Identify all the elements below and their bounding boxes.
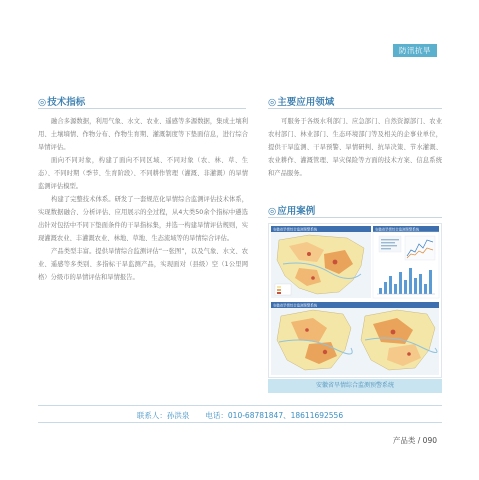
- page-number: 产品类 / 090: [392, 436, 437, 445]
- circle-bullet-icon: ◎: [268, 97, 277, 108]
- panel-bottom-title: 安徽省旱情综合监测预警系统: [273, 303, 318, 308]
- tech-title: 技术指标: [47, 97, 86, 108]
- tech-title-rule: [38, 108, 246, 109]
- apps-body: [268, 115, 442, 180]
- contact-line: [38, 410, 442, 421]
- case-screenshot: [268, 223, 442, 378]
- case-caption: 安徽省旱情综合监测预警系统: [268, 379, 442, 393]
- case-title-rule: [268, 217, 442, 218]
- case-screenshot-graphic: [269, 224, 441, 377]
- contact-person: 联系人：孙洪泉: [136, 411, 190, 420]
- tech-paragraph: 面向不同对象，构建了面向不同区域、不同对象（农、林、草、生态）、不同时期（季节、生育阶段）、不同耕作管理（灌溉、非灌溉）的旱情监测评估模型。: [38, 157, 248, 190]
- panel-top-right: [373, 226, 439, 298]
- case-title: 应用案例: [277, 206, 316, 217]
- circle-bullet-icon: ◎: [268, 206, 277, 217]
- tech-paragraph: 融合多源数据，利用气象、水文、农业、遥感等多源数据，集成土壤利用、土壤墒情、作物分布、作物生育期、灌溉制度等下垫面信息，进行综合旱情评估。: [38, 118, 248, 151]
- tech-body: [38, 115, 248, 284]
- panel-top-right-title: 安徽省旱情综合监测预警系统: [375, 227, 420, 232]
- panel-top-left-title: 安徽省旱情综合监测预警系统: [273, 227, 318, 232]
- panel-top-left: [271, 226, 371, 298]
- apps-title-rule: [268, 108, 442, 109]
- tech-heading: [38, 94, 85, 108]
- apps-paragraph: 可服务于各级水利部门、应急部门、自然资源部门、农业农村部门、林业部门、生态环境部门等及相关的企事业单位，提供干旱监测、干旱预警、旱情研判、抗旱决策、节水灌溉、农业耕作、灌溉管理、旱灾保险等方面的技术方案、信息系统和产品服务。: [268, 118, 442, 177]
- case-heading: [268, 203, 315, 217]
- apps-title: 主要应用领域: [277, 97, 335, 108]
- tech-paragraph: 产品类型丰富。提供旱情综合监测评估“一张图”，以及气象、水文、农业、遥感等多类别、多指标干旱监测产品，实现面对（县级）空（1公里网格）分级市的旱情评估和旱情报告。: [38, 248, 248, 281]
- panel-bottom: [271, 302, 439, 375]
- apps-heading: [268, 94, 334, 108]
- circle-bullet-icon: ◎: [38, 97, 47, 108]
- contact-top-rule: [38, 405, 442, 406]
- section-tag: 防汛抗旱: [393, 44, 437, 57]
- tech-paragraph: 构建了完整技术体系。研发了一套规范化旱情综合监测评估技术体系，实现数据融合、分析评估、应用展示的全过程，从4大类50余个指标中遴选出针对包括中不同下垫面条件的干旱指标集，并选一构建旱情评估规则，实现灌溉农业、丰灌溉农业、林地、草地、生态流域等的旱情综合评估。: [38, 196, 248, 242]
- contact-phone: 电话：010-68781847、18611692556: [205, 411, 344, 420]
- contact-bottom-rule: [38, 422, 442, 423]
